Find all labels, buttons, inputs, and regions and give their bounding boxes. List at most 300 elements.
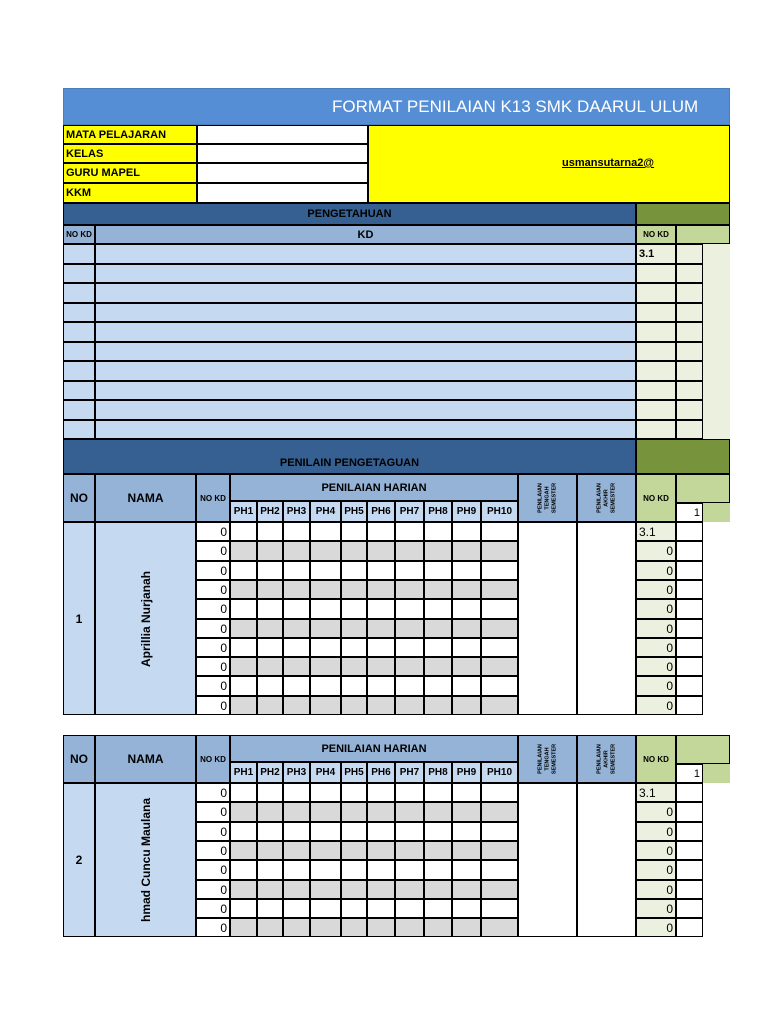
right-extra-cell[interactable] <box>676 599 703 619</box>
student-pas-cell[interactable] <box>577 522 636 715</box>
kd-row-description-cell[interactable] <box>95 264 636 283</box>
ph-score-cell[interactable] <box>283 841 310 860</box>
ph-score-cell[interactable] <box>395 841 424 860</box>
ph-score-cell[interactable] <box>341 522 367 541</box>
ph-score-cell[interactable] <box>367 561 395 580</box>
ph-score-cell[interactable] <box>257 696 283 715</box>
ph-score-cell[interactable] <box>310 522 341 541</box>
right-extra-cell[interactable] <box>676 860 703 880</box>
ph-score-cell[interactable] <box>395 541 424 561</box>
ph-score-cell[interactable] <box>424 657 452 676</box>
ph-score-cell[interactable] <box>230 880 257 899</box>
ph-score-cell[interactable] <box>481 783 518 802</box>
ph-score-cell[interactable] <box>283 696 310 715</box>
ph-score-cell[interactable] <box>341 657 367 676</box>
ph-score-cell[interactable] <box>367 599 395 619</box>
right-extra-cell[interactable] <box>676 619 703 638</box>
ph-score-cell[interactable] <box>452 880 481 899</box>
right-extra-cell[interactable] <box>676 638 703 657</box>
ph-score-cell[interactable] <box>257 580 283 599</box>
ph-score-cell[interactable] <box>367 841 395 860</box>
ph-score-cell[interactable] <box>230 561 257 580</box>
right-kd-value-cell[interactable]: 0 <box>636 899 676 918</box>
ph-score-cell[interactable] <box>452 899 481 918</box>
ph-score-cell[interactable] <box>310 860 341 880</box>
ph-score-cell[interactable] <box>283 638 310 657</box>
ph-score-cell[interactable] <box>310 918 341 937</box>
kd-value-cell[interactable]: 0 <box>196 841 230 860</box>
ph-score-cell[interactable] <box>481 899 518 918</box>
kd-row-no-cell[interactable] <box>63 264 95 283</box>
ph-score-cell[interactable] <box>341 638 367 657</box>
header-ph-label: PH9 <box>452 762 481 783</box>
ph-score-cell[interactable] <box>310 783 341 802</box>
kd-row-no-cell[interactable] <box>63 342 95 361</box>
right-extra-cell[interactable] <box>676 802 703 822</box>
right-extra-cell[interactable] <box>676 541 703 561</box>
ph-score-cell[interactable] <box>452 676 481 696</box>
ph-score-cell[interactable] <box>257 657 283 676</box>
ph-score-cell[interactable] <box>481 841 518 860</box>
kd-right-extra-cell[interactable] <box>676 283 703 303</box>
right-extra-cell[interactable] <box>676 696 703 715</box>
ph-score-cell[interactable] <box>230 783 257 802</box>
pts-label: PENILAIAN TENGAH SEMESTER <box>537 482 557 514</box>
kd-row-description-cell[interactable] <box>95 244 636 264</box>
ph-score-cell[interactable] <box>310 822 341 841</box>
ph-score-cell[interactable] <box>341 841 367 860</box>
ph-score-cell[interactable] <box>341 619 367 638</box>
ph-score-cell[interactable] <box>367 580 395 599</box>
kd-row-no-cell[interactable] <box>63 400 95 420</box>
info-value-field[interactable] <box>197 125 368 144</box>
right-kd-value-cell[interactable]: 0 <box>636 918 676 937</box>
ph-score-cell[interactable] <box>310 802 341 822</box>
ph-score-cell[interactable] <box>257 802 283 822</box>
right-kd-value-cell[interactable]: 3.1 <box>636 522 676 541</box>
kd-row-no-cell[interactable] <box>63 381 95 400</box>
ph-score-cell[interactable] <box>341 860 367 880</box>
ph-score-cell[interactable] <box>341 899 367 918</box>
right-kd-value-cell[interactable]: 0 <box>636 880 676 899</box>
right-extra-cell[interactable] <box>676 561 703 580</box>
ph-score-cell[interactable] <box>230 802 257 822</box>
kd-right-extra-cell[interactable] <box>676 342 703 361</box>
ph-score-cell[interactable] <box>395 522 424 541</box>
ph-score-cell[interactable] <box>341 561 367 580</box>
kd-value-cell[interactable]: 0 <box>196 561 230 580</box>
ph-score-cell[interactable] <box>257 822 283 841</box>
ph-score-cell[interactable] <box>395 676 424 696</box>
ph-score-cell[interactable] <box>230 899 257 918</box>
kd-right-no-cell[interactable] <box>636 361 676 381</box>
ph-score-cell[interactable] <box>481 696 518 715</box>
ph-score-cell[interactable] <box>310 541 341 561</box>
ph-score-cell[interactable] <box>452 918 481 937</box>
ph-score-cell[interactable] <box>481 822 518 841</box>
ph-score-cell[interactable] <box>395 802 424 822</box>
kd-row-no-cell[interactable] <box>63 420 95 439</box>
ph-score-cell[interactable] <box>395 860 424 880</box>
kd-value-cell[interactable]: 0 <box>196 599 230 619</box>
ph-score-cell[interactable] <box>230 841 257 860</box>
ph-score-cell[interactable] <box>452 599 481 619</box>
kd-right-extra-cell[interactable] <box>676 420 703 439</box>
kd-row-no-cell[interactable] <box>63 244 95 264</box>
kd-right-no-cell[interactable] <box>636 400 676 420</box>
ph-score-cell[interactable] <box>424 880 452 899</box>
ph-score-cell[interactable] <box>367 619 395 638</box>
ph-score-cell[interactable] <box>367 918 395 937</box>
ph-score-cell[interactable] <box>283 599 310 619</box>
right-kd-value-cell[interactable]: 3.1 <box>636 783 676 802</box>
kd-value-cell[interactable]: 0 <box>196 860 230 880</box>
ph-score-cell[interactable] <box>310 599 341 619</box>
ph-score-cell[interactable] <box>283 880 310 899</box>
ph-score-cell[interactable] <box>230 822 257 841</box>
pale-green-panel <box>703 244 730 439</box>
ph-score-cell[interactable] <box>452 860 481 880</box>
student-pas-cell[interactable] <box>577 783 636 937</box>
ph-score-cell[interactable] <box>481 918 518 937</box>
ph-score-cell[interactable] <box>310 841 341 860</box>
info-value-field[interactable] <box>197 163 368 183</box>
right-extra-cell[interactable] <box>676 522 703 541</box>
ph-score-cell[interactable] <box>395 638 424 657</box>
kd-col-kd: KD <box>95 225 636 244</box>
ph-score-cell[interactable] <box>395 899 424 918</box>
ph-score-cell[interactable] <box>283 802 310 822</box>
kd-value-cell[interactable]: 0 <box>196 676 230 696</box>
pts-label: PENILAIAN TENGAH SEMESTER <box>537 743 557 775</box>
kd-right-no-cell[interactable] <box>636 264 676 283</box>
right-extra-cell[interactable] <box>676 580 703 599</box>
ph-score-cell[interactable] <box>367 802 395 822</box>
ph-score-cell[interactable] <box>424 822 452 841</box>
ph-score-cell[interactable] <box>452 522 481 541</box>
student-pts-cell[interactable] <box>518 783 577 937</box>
kd-row-no-cell[interactable] <box>63 361 95 381</box>
ph-score-cell[interactable] <box>310 619 341 638</box>
ph-score-cell[interactable] <box>367 860 395 880</box>
ph-score-cell[interactable] <box>341 822 367 841</box>
kd-value-cell[interactable]: 0 <box>196 619 230 638</box>
ph-score-cell[interactable] <box>230 638 257 657</box>
right-kd-value-cell[interactable]: 0 <box>636 676 676 696</box>
ph-score-cell[interactable] <box>424 899 452 918</box>
ph-score-cell[interactable] <box>283 561 310 580</box>
kd-value-cell[interactable]: 0 <box>196 541 230 561</box>
ph-score-cell[interactable] <box>367 638 395 657</box>
kd-row-description-cell[interactable] <box>95 420 636 439</box>
kd-right-no-cell[interactable] <box>636 322 676 342</box>
ph-score-cell[interactable] <box>283 580 310 599</box>
ph-score-cell[interactable] <box>395 599 424 619</box>
ph-score-cell[interactable] <box>452 802 481 822</box>
ph-score-cell[interactable] <box>481 561 518 580</box>
student-no-cell: 2 <box>63 783 95 937</box>
ph-score-cell[interactable] <box>481 619 518 638</box>
ph-score-cell[interactable] <box>452 561 481 580</box>
ph-score-cell[interactable] <box>257 860 283 880</box>
ph-score-cell[interactable] <box>310 696 341 715</box>
ph-score-cell[interactable] <box>230 541 257 561</box>
ph-score-cell[interactable] <box>424 860 452 880</box>
header-ph-label: PH8 <box>424 501 452 522</box>
ph-score-cell[interactable] <box>395 783 424 802</box>
ph-score-cell[interactable] <box>424 541 452 561</box>
ph-score-cell[interactable] <box>283 899 310 918</box>
header-right-green-strip <box>676 474 730 503</box>
ph-score-cell[interactable] <box>257 541 283 561</box>
ph-score-cell[interactable] <box>367 676 395 696</box>
ph-score-cell[interactable] <box>395 696 424 715</box>
ph-score-cell[interactable] <box>481 676 518 696</box>
ph-score-cell[interactable] <box>230 696 257 715</box>
kd-row-description-cell[interactable] <box>95 303 636 322</box>
kd-right-extra-cell[interactable] <box>676 381 703 400</box>
ph-score-cell[interactable] <box>283 918 310 937</box>
ph-score-cell[interactable] <box>367 822 395 841</box>
ph-score-cell[interactable] <box>257 880 283 899</box>
kd-value-cell[interactable]: 0 <box>196 657 230 676</box>
kd-row-no-cell[interactable] <box>63 322 95 342</box>
header-ph-label: PH1 <box>230 501 257 522</box>
right-kd-value-cell[interactable]: 0 <box>636 619 676 638</box>
kd-value-cell[interactable]: 0 <box>196 580 230 599</box>
ph-score-cell[interactable] <box>310 561 341 580</box>
student-no-cell: 1 <box>63 522 95 715</box>
ph-score-cell[interactable] <box>310 899 341 918</box>
ph-score-cell[interactable] <box>257 619 283 638</box>
ph-score-cell[interactable] <box>452 541 481 561</box>
right-kd-value-cell[interactable]: 0 <box>636 696 676 715</box>
ph-score-cell[interactable] <box>424 522 452 541</box>
kd-row-description-cell[interactable] <box>95 283 636 303</box>
right-extra-cell[interactable] <box>676 822 703 841</box>
ph-score-cell[interactable] <box>481 522 518 541</box>
ph-score-cell[interactable] <box>395 580 424 599</box>
kd-right-no-cell[interactable] <box>636 381 676 400</box>
right-kd-value-cell[interactable]: 0 <box>636 561 676 580</box>
kd-right-extra-cell[interactable] <box>676 400 703 420</box>
ph-score-cell[interactable] <box>341 696 367 715</box>
ph-score-cell[interactable] <box>257 676 283 696</box>
ph-score-cell[interactable] <box>341 676 367 696</box>
ph-score-cell[interactable] <box>395 619 424 638</box>
ph-score-cell[interactable] <box>283 619 310 638</box>
kd-row-description-cell[interactable] <box>95 381 636 400</box>
right-extra-cell[interactable] <box>676 918 703 937</box>
ph-score-cell[interactable] <box>452 580 481 599</box>
kd-right-extra-cell[interactable] <box>676 361 703 381</box>
kd-right-extra-cell[interactable] <box>676 322 703 342</box>
ph-score-cell[interactable] <box>481 580 518 599</box>
header-penilaian-tengah-semester <box>518 474 577 522</box>
kd-value-cell[interactable]: 0 <box>196 822 230 841</box>
ph-score-cell[interactable] <box>341 918 367 937</box>
kd-value-cell[interactable]: 0 <box>196 783 230 802</box>
student-pts-cell[interactable] <box>518 522 577 715</box>
kd-right-extra-cell[interactable] <box>676 264 703 283</box>
ph-score-cell[interactable] <box>481 541 518 561</box>
ph-score-cell[interactable] <box>452 619 481 638</box>
ph-score-cell[interactable] <box>257 561 283 580</box>
ph-score-cell[interactable] <box>481 802 518 822</box>
ph-score-cell[interactable] <box>341 802 367 822</box>
ph-score-cell[interactable] <box>283 822 310 841</box>
ph-score-cell[interactable] <box>341 880 367 899</box>
header-ph-label: PH7 <box>395 762 424 783</box>
ph-score-cell[interactable] <box>230 619 257 638</box>
header-ph-label: PH6 <box>367 501 395 522</box>
ph-score-cell[interactable] <box>452 783 481 802</box>
ph-score-cell[interactable] <box>367 783 395 802</box>
ph-score-cell[interactable] <box>257 899 283 918</box>
ph-score-cell[interactable] <box>341 599 367 619</box>
ph-score-cell[interactable] <box>257 599 283 619</box>
ph-score-cell[interactable] <box>424 561 452 580</box>
kd-value-cell[interactable]: 0 <box>196 899 230 918</box>
kd-value-cell[interactable]: 0 <box>196 802 230 822</box>
ph-score-cell[interactable] <box>367 522 395 541</box>
ph-score-cell[interactable] <box>310 657 341 676</box>
right-extra-cell[interactable] <box>676 841 703 860</box>
right-kd-value-cell[interactable]: 0 <box>636 638 676 657</box>
ph-score-cell[interactable] <box>230 676 257 696</box>
right-kd-value-cell[interactable]: 0 <box>636 860 676 880</box>
ph-score-cell[interactable] <box>230 599 257 619</box>
ph-score-cell[interactable] <box>452 841 481 860</box>
right-kd-value-cell[interactable]: 0 <box>636 580 676 599</box>
right-extra-cell[interactable] <box>676 657 703 676</box>
right-kd-value-cell[interactable]: 0 <box>636 822 676 841</box>
ph-score-cell[interactable] <box>424 696 452 715</box>
ph-score-cell[interactable] <box>283 522 310 541</box>
ph-score-cell[interactable] <box>283 676 310 696</box>
kd-right-no-cell[interactable] <box>636 303 676 322</box>
ph-score-cell[interactable] <box>230 657 257 676</box>
header-ph-label: PH6 <box>367 762 395 783</box>
ph-score-cell[interactable] <box>424 619 452 638</box>
ph-score-cell[interactable] <box>367 696 395 715</box>
ph-score-cell[interactable] <box>367 541 395 561</box>
kd-value-cell[interactable]: 0 <box>196 638 230 657</box>
ph-score-cell[interactable] <box>395 561 424 580</box>
ph-score-cell[interactable] <box>481 599 518 619</box>
ph-score-cell[interactable] <box>452 638 481 657</box>
kd-row-no-cell[interactable] <box>63 303 95 322</box>
ph-score-cell[interactable] <box>341 580 367 599</box>
ph-score-cell[interactable] <box>481 860 518 880</box>
kd-right-extra-cell[interactable] <box>676 303 703 322</box>
right-kd-value-cell[interactable]: 0 <box>636 841 676 860</box>
ph-score-cell[interactable] <box>481 880 518 899</box>
kd-value-cell[interactable]: 0 <box>196 880 230 899</box>
ph-score-cell[interactable] <box>230 522 257 541</box>
ph-score-cell[interactable] <box>310 638 341 657</box>
right-extra-cell[interactable] <box>676 899 703 918</box>
ph-score-cell[interactable] <box>257 841 283 860</box>
kd-right-no-cell[interactable] <box>636 283 676 303</box>
kd-row-description-cell[interactable] <box>95 361 636 381</box>
ph-score-cell[interactable] <box>283 860 310 880</box>
right-extra-cell[interactable] <box>676 880 703 899</box>
ph-score-cell[interactable] <box>424 638 452 657</box>
ph-score-cell[interactable] <box>257 638 283 657</box>
ph-score-cell[interactable] <box>341 541 367 561</box>
ph-score-cell[interactable] <box>424 599 452 619</box>
right-kd-value-cell[interactable]: 0 <box>636 541 676 561</box>
ph-score-cell[interactable] <box>424 783 452 802</box>
info-value-field[interactable] <box>197 183 368 203</box>
ph-score-cell[interactable] <box>310 676 341 696</box>
ph-score-cell[interactable] <box>257 522 283 541</box>
ph-score-cell[interactable] <box>395 918 424 937</box>
ph-score-cell[interactable] <box>230 860 257 880</box>
pas-label: PENILAIAN AKHIR SEMESTER <box>596 482 616 514</box>
right-extra-cell[interactable] <box>676 783 703 802</box>
header-right-num: 1 <box>676 764 703 783</box>
ph-score-cell[interactable] <box>424 841 452 860</box>
ph-score-cell[interactable] <box>310 880 341 899</box>
ph-score-cell[interactable] <box>283 657 310 676</box>
kd-value-cell[interactable]: 0 <box>196 522 230 541</box>
ph-score-cell[interactable] <box>367 899 395 918</box>
ph-score-cell[interactable] <box>395 880 424 899</box>
ph-score-cell[interactable] <box>424 918 452 937</box>
kd-right-extra-cell[interactable] <box>676 244 703 264</box>
kd-row-description-cell[interactable] <box>95 322 636 342</box>
kd-row-description-cell[interactable] <box>95 342 636 361</box>
ph-score-cell[interactable] <box>367 657 395 676</box>
kd-value-cell[interactable]: 0 <box>196 918 230 937</box>
kd-row-description-cell[interactable] <box>95 400 636 420</box>
kd-right-no-cell[interactable]: 3.1 <box>636 244 676 264</box>
ph-score-cell[interactable] <box>283 783 310 802</box>
ph-score-cell[interactable] <box>341 783 367 802</box>
kd-row-no-cell[interactable] <box>63 283 95 303</box>
ph-score-cell[interactable] <box>395 657 424 676</box>
ph-score-cell[interactable] <box>424 802 452 822</box>
right-kd-value-cell[interactable]: 0 <box>636 802 676 822</box>
student-name-cell <box>95 783 196 937</box>
ph-score-cell[interactable] <box>424 580 452 599</box>
ph-score-cell[interactable] <box>283 541 310 561</box>
kd-right-no-cell[interactable] <box>636 420 676 439</box>
ph-score-cell[interactable] <box>452 657 481 676</box>
ph-score-cell[interactable] <box>395 822 424 841</box>
kd-value-cell[interactable]: 0 <box>196 696 230 715</box>
right-kd-value-cell[interactable]: 0 <box>636 657 676 676</box>
ph-score-cell[interactable] <box>257 783 283 802</box>
info-label: MATA PELAJARAN <box>63 125 197 144</box>
ph-score-cell[interactable] <box>452 696 481 715</box>
ph-score-cell[interactable] <box>481 638 518 657</box>
right-kd-value-cell[interactable]: 0 <box>636 599 676 619</box>
ph-score-cell[interactable] <box>257 918 283 937</box>
ph-score-cell[interactable] <box>481 657 518 676</box>
ph-score-cell[interactable] <box>367 880 395 899</box>
ph-score-cell[interactable] <box>310 580 341 599</box>
ph-score-cell[interactable] <box>424 676 452 696</box>
kd-right-no-cell[interactable] <box>636 342 676 361</box>
ph-score-cell[interactable] <box>230 918 257 937</box>
ph-score-cell[interactable] <box>452 822 481 841</box>
ph-score-cell[interactable] <box>230 580 257 599</box>
right-extra-cell[interactable] <box>676 676 703 696</box>
info-value-field[interactable] <box>197 144 368 163</box>
